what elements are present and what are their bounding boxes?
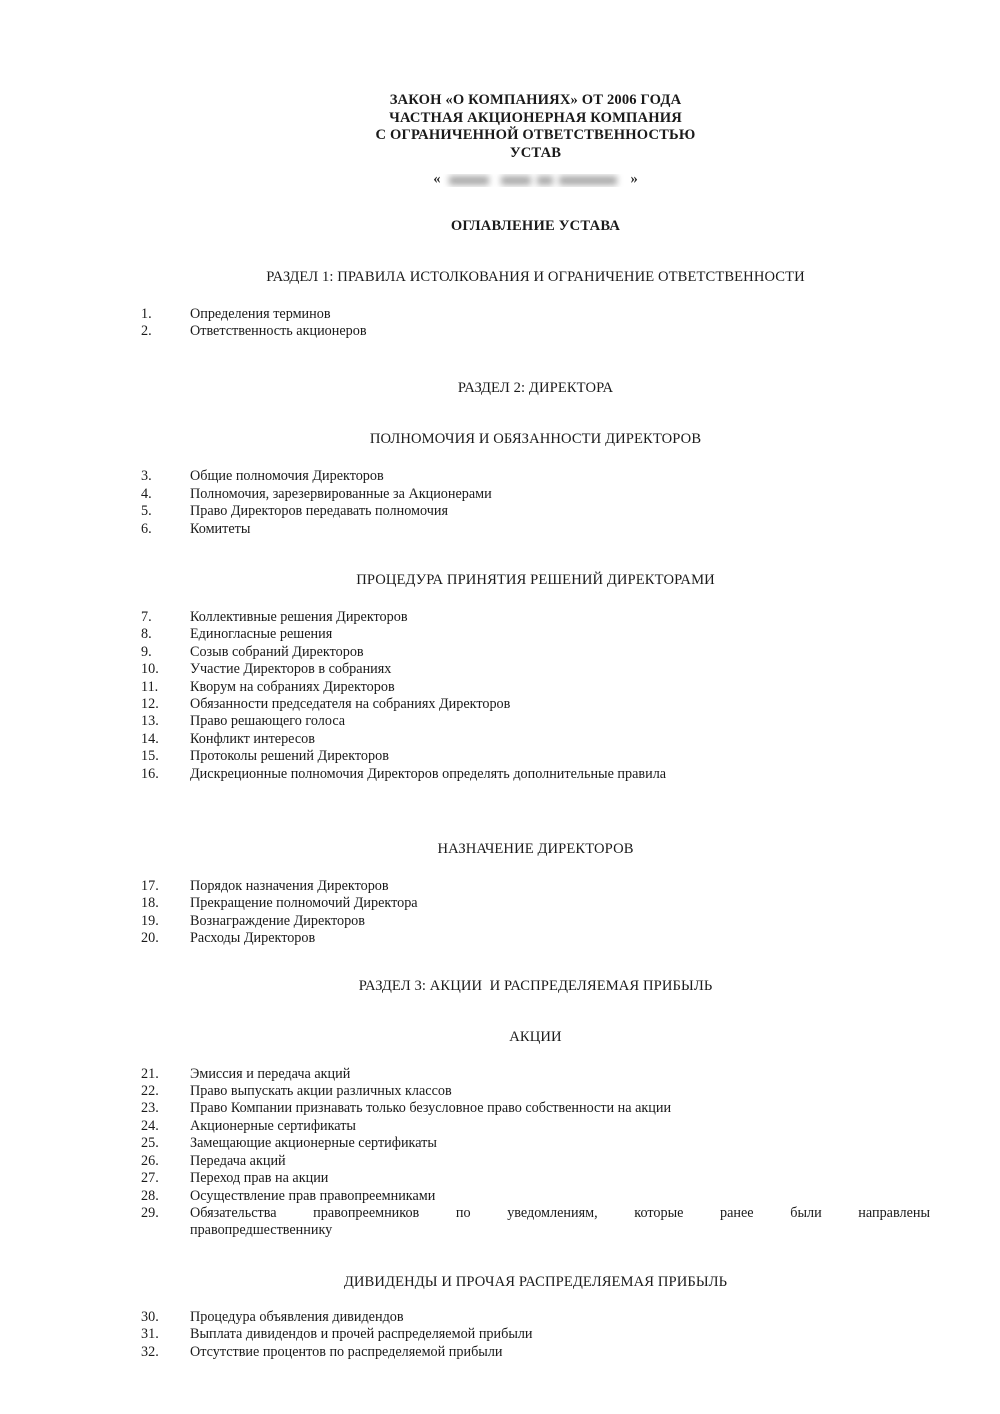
item-number: 7. <box>141 608 152 625</box>
item-label: Протоколы решений Директоров <box>190 748 389 765</box>
item-label: Выплата дивидендов и прочей распределяемой прибыли <box>190 1326 533 1343</box>
item-label: Полномочия, зарезервированные за Акционерами <box>190 485 492 502</box>
list-item[interactable] <box>141 661 930 678</box>
item-number: 8. <box>141 626 152 643</box>
item-label: Эмиссия и передача акций <box>190 1065 351 1082</box>
toc-group-2 <box>141 468 930 538</box>
item-number: 28. <box>141 1187 159 1204</box>
redacted-company-name <box>443 174 629 187</box>
section-3-heading: РАЗДЕЛ 3: АКЦИИ И РАСПРЕДЕЛЯЕМАЯ ПРИБЫЛЬ <box>358 977 713 994</box>
quote-close: » <box>630 171 638 188</box>
list-item[interactable] <box>141 1135 930 1152</box>
list-item[interactable] <box>141 1100 930 1117</box>
item-label: Обязанности председателя на собраниях Директоров <box>190 696 511 712</box>
section-1-heading: РАЗДЕЛ 1: ПРАВИЛА ИСТОЛКОВАНИЯ И ОГРАНИЧЕНИЕ ОТВЕТСТВЕННОСТИ <box>266 268 805 285</box>
quote-open: « <box>433 171 441 188</box>
section-2-heading: РАЗДЕЛ 2: ДИРЕКТОРА <box>457 380 614 397</box>
item-label-line-2: правопредшественнику <box>190 1222 333 1239</box>
item-label: Расходы Директоров <box>190 930 316 947</box>
document-content <box>141 92 930 1361</box>
item-label: Общие полномочия Директоров <box>190 468 384 485</box>
item-number: 13. <box>141 713 159 730</box>
list-item[interactable] <box>141 1309 930 1326</box>
item-number: 5. <box>141 503 152 520</box>
list-item[interactable] <box>141 521 930 538</box>
item-number: 15. <box>141 748 159 765</box>
list-item[interactable] <box>141 1205 930 1240</box>
item-number: 18. <box>141 895 159 912</box>
item-number: 2. <box>141 322 152 339</box>
item-label: Переход прав на акции <box>190 1170 329 1187</box>
company-name-line <box>141 171 930 188</box>
toc-group-6 <box>141 1309 930 1361</box>
item-number: 1. <box>141 305 152 322</box>
item-label: Определения терминов <box>190 305 331 322</box>
list-item[interactable] <box>141 609 930 626</box>
item-number: 3. <box>141 468 152 485</box>
item-number: 4. <box>141 485 152 502</box>
item-number: 6. <box>141 520 152 537</box>
toc-group-5 <box>141 1066 930 1240</box>
list-item[interactable] <box>141 503 930 520</box>
item-label: Кворум на собраниях Директоров <box>190 678 395 695</box>
item-number: 14. <box>141 730 159 747</box>
list-item[interactable] <box>141 731 930 748</box>
item-number: 9. <box>141 643 152 660</box>
list-item[interactable] <box>141 1170 930 1187</box>
list-item[interactable] <box>141 1326 930 1343</box>
item-label: Отсутствие процентов по распределяемой прибыли <box>190 1343 503 1360</box>
list-item[interactable] <box>141 626 930 643</box>
item-label: Процедура объявления дивидендов <box>190 1308 404 1325</box>
list-item[interactable] <box>141 748 930 765</box>
list-item[interactable] <box>141 1344 930 1361</box>
item-number: 20. <box>141 930 159 947</box>
list-item[interactable] <box>141 486 930 503</box>
list-item[interactable] <box>141 323 930 340</box>
item-number: 24. <box>141 1117 159 1134</box>
item-label: Прекращение полномочий Директора <box>190 895 418 912</box>
list-item[interactable] <box>141 895 930 912</box>
title-line-2: ЧАСТНАЯ АКЦИОНЕРНАЯ КОМПАНИЯ <box>389 109 682 126</box>
title-line-3: С ОГРАНИЧЕННОЙ ОТВЕТСТВЕННОСТЬЮ <box>375 127 696 144</box>
item-number: 29. <box>141 1204 159 1221</box>
item-label: Право Компании признавать только безусловное право собственности на акции <box>190 1100 672 1117</box>
toc-group-1 <box>141 306 930 341</box>
list-item[interactable] <box>141 1188 930 1205</box>
item-label: Порядок назначения Директоров <box>190 878 389 895</box>
item-label-line-1: Обязательства правопреемников по уведомлениям, которые ранее были направлены <box>190 1204 930 1221</box>
appointment-heading: НАЗНАЧЕНИЕ ДИРЕКТОРОВ <box>437 841 634 858</box>
item-label: Дискреционные полномочия Директоров определять дополнительные правила <box>190 765 667 782</box>
item-number: 22. <box>141 1083 159 1100</box>
list-item[interactable] <box>141 1153 930 1170</box>
list-item[interactable] <box>141 1118 930 1135</box>
list-item[interactable] <box>141 306 930 323</box>
item-label <box>190 1205 930 1240</box>
item-label: Право выпускать акции различных классов <box>190 1083 452 1100</box>
item-number: 21. <box>141 1065 159 1082</box>
dividends-heading: ДИВИДЕНДЫ И ПРОЧАЯ РАСПРЕДЕЛЯЕМАЯ ПРИБЫЛЬ <box>343 1273 728 1290</box>
list-item[interactable] <box>141 1066 930 1083</box>
shares-heading: АКЦИИ <box>509 1028 562 1045</box>
title-line-1: ЗАКОН «О КОМПАНИЯХ» ОТ 2006 ГОДА <box>389 92 682 108</box>
item-label: Участие Директоров в собраниях <box>190 661 392 678</box>
item-number: 25. <box>141 1135 159 1152</box>
item-label: Право Директоров передавать полномочия <box>190 503 449 520</box>
powers-heading: ПОЛНОМОЧИЯ И ОБЯЗАННОСТИ ДИРЕКТОРОВ <box>369 431 702 448</box>
list-item[interactable] <box>141 644 930 661</box>
item-number: 26. <box>141 1152 159 1169</box>
item-number: 10. <box>141 661 159 678</box>
list-item[interactable] <box>141 679 930 696</box>
item-number: 16. <box>141 765 159 782</box>
item-label: Акционерные сертификаты <box>190 1117 356 1134</box>
item-label: Конфликт интересов <box>190 730 315 747</box>
list-item[interactable] <box>141 1083 930 1100</box>
list-item[interactable] <box>141 468 930 485</box>
item-number: 11. <box>141 678 159 695</box>
item-label: Ответственность акционеров <box>190 322 367 339</box>
item-number: 23. <box>141 1100 159 1117</box>
list-item[interactable] <box>141 913 930 930</box>
item-number: 27. <box>141 1170 159 1187</box>
title-line-4: УСТАВ <box>509 144 562 161</box>
item-label: Единогласные решения <box>190 626 333 643</box>
list-item[interactable] <box>141 713 930 730</box>
toc-group-3 <box>141 609 930 783</box>
item-label: Вознаграждение Директоров <box>190 912 365 929</box>
list-item[interactable] <box>141 878 930 895</box>
item-number: 19. <box>141 912 159 929</box>
list-item[interactable] <box>141 766 930 783</box>
item-label: Замещающие акционерные сертификаты <box>190 1135 437 1152</box>
document-title <box>141 92 930 162</box>
item-label: Право решающего голоса <box>190 713 346 730</box>
item-number: 31. <box>141 1326 159 1343</box>
toc-group-4 <box>141 878 930 948</box>
item-number: 32. <box>141 1343 159 1360</box>
item-number: 30. <box>141 1308 159 1325</box>
list-item[interactable] <box>141 930 930 947</box>
toc-title: ОГЛАВЛЕНИЕ УСТАВА <box>450 217 621 234</box>
item-label: Коллективные решения Директоров <box>190 608 408 625</box>
decisions-heading: ПРОЦЕДУРА ПРИНЯТИЯ РЕШЕНИЙ ДИРЕКТОРАМИ <box>356 571 715 588</box>
item-number: 12. <box>141 696 159 712</box>
item-label: Созыв собраний Директоров <box>190 643 364 660</box>
item-label: Осуществление прав правопреемниками <box>190 1187 436 1204</box>
item-label: Комитеты <box>190 520 251 537</box>
item-number: 17. <box>141 878 159 895</box>
item-label: Передача акций <box>190 1152 286 1169</box>
list-item[interactable] <box>141 696 930 713</box>
